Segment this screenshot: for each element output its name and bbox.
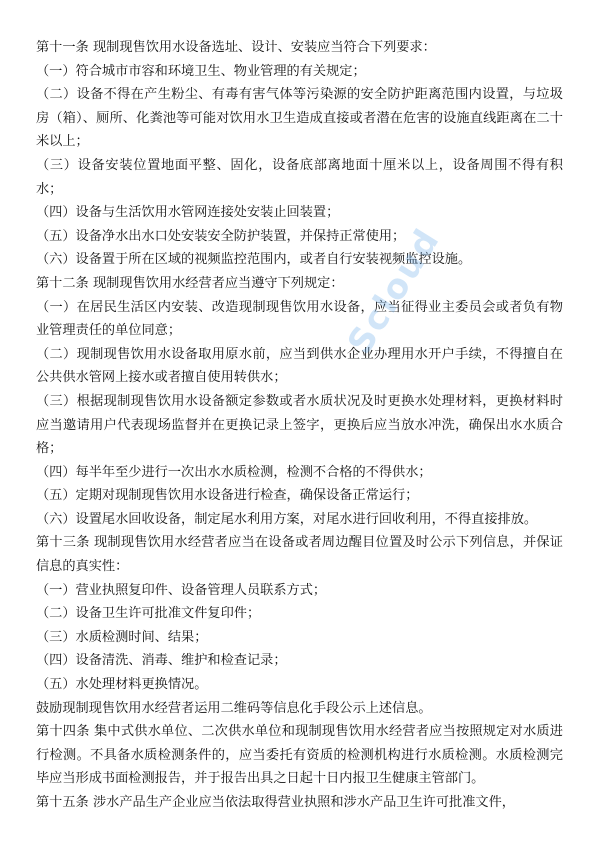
article-12-item-6: （六）设置尾水回收设备，制定尾水利用方案，对尾水进行回收利用，不得直接排放。 <box>36 511 538 527</box>
article-13-item-4: （四）设备清洗、消毒、维护和检查记录； <box>36 653 287 669</box>
article-13-heading: 第十三条 现制现售饮用水经营者应当在设备或者周边醒目位置及时公示下列信息，并保证信息的真实性： <box>36 535 563 575</box>
article-12-item-2: （二）现制现售饮用水设备取用原水前，应当到供水企业办理用水开户手续，不得擅自在公共供水管网上接水或者擅自使用转供水； <box>36 346 563 386</box>
article-13-item-5: （五）水处理材料更换情况。 <box>36 677 208 693</box>
article-11-item-5: （五）设备净水出水口处安装安全防护装置，并保持正常使用； <box>36 228 406 244</box>
article-12-item-3: （三）根据现制现售饮用水设备额定参数或者水质状况及时更换水处理材料，更换材料时应当邀请用户代表现场监督并在更换记录上签字，更换后应当放水冲洗，确保出水水质合格； <box>36 393 563 457</box>
article-11-item-4: （四）设备与生活饮用水管网连接处安装止回装置； <box>36 205 340 221</box>
article-11-heading: 第十一条 现制现售饮用水设备选址、设计、安装应当符合下列要求： <box>36 40 436 55</box>
article-12-heading: 第十二条 现制现售饮用水经营者应当遵守下列规定： <box>36 275 344 291</box>
article-12-item-1: （一）在居民生活区内安装、改造现制现售饮用水设备，应当征得业主委员会或者负有物业管理责任的单位同意； <box>36 299 563 339</box>
article-13-item-3: （三）水质检测时间、结果； <box>36 629 208 645</box>
article-11-item-1: （一）符合城市市容和环境卫生、物业管理的有关规定； <box>36 63 366 79</box>
article-12-item-4: （四）每半年至少进行一次出水水质检测，检测不合格的不得供水； <box>36 464 432 480</box>
article-11-item-6: （六）设备置于所在区域的视频监控范围内，或者自行安装视频监控设施。 <box>36 252 472 268</box>
article-15-text: 第十五条 涉水产品生产企业应当依法取得营业执照和涉水产品卫生许可批准文件， <box>36 795 515 810</box>
article-13-item-1: （一）营业执照复印件、设备管理人员联系方式； <box>36 582 327 598</box>
watermark: Scloud <box>340 221 449 362</box>
article-13-note: 鼓励现制现售饮用水经营者运用二维码等信息化手段公示上述信息。 <box>36 700 432 716</box>
article-11-item-3: （三）设备安装位置地面平整、固化，设备底部离地面十厘米以上，设备周围不得有积水； <box>36 157 563 197</box>
article-12-item-5: （五）定期对现制现售饮用水设备进行检查，确保设备正常运行； <box>36 488 419 504</box>
article-13-item-2: （二）设备卫生许可批准文件复印件； <box>36 606 261 622</box>
article-14-text: 第十四条 集中式供水单位、二次供水单位和现制现售饮用水经营者应当按照规定对水质进行检测。不具备水质检测条件的，应当委托有资质的检测机构进行水质检测。水质检测完毕应当形成书面检测报告，并于报告出具之日起十日内报卫生健康主管部门。 <box>36 724 563 787</box>
article-11-item-2: （二）设备不得在产生粉尘、有毒有害气体等污染源的安全防护距离范围内设置，与垃圾房（箱）、厕所、化粪池等可能对饮用水卫生造成直接或者潜在危害的设施直线距离在二十米以上； <box>36 87 563 150</box>
